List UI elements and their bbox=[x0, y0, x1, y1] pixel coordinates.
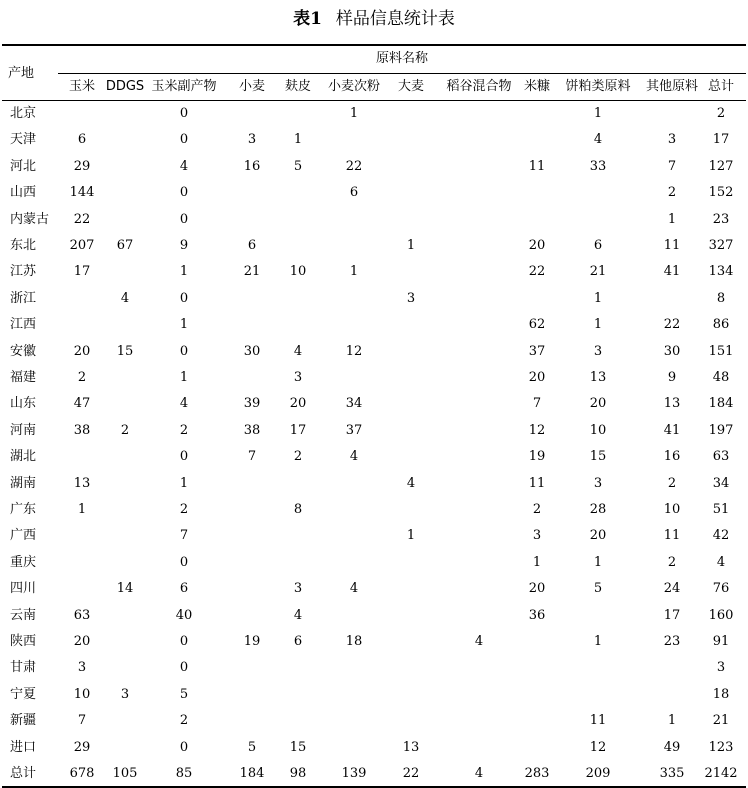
table-cell: 41 bbox=[663, 422, 681, 438]
table-cell: 13 bbox=[73, 475, 91, 491]
table-cell: 0 bbox=[179, 660, 189, 676]
table-cell: 63 bbox=[73, 607, 91, 623]
table-cell: 6 bbox=[77, 132, 87, 148]
table-cell: 13 bbox=[663, 396, 681, 412]
table-cell: 17 bbox=[289, 422, 307, 438]
row-origin: 江西 bbox=[10, 317, 37, 333]
table-cell: 5 bbox=[593, 581, 603, 597]
table-cell: 1 bbox=[349, 106, 359, 121]
column-header: 大麦 bbox=[397, 79, 424, 94]
table-cell: 22 bbox=[402, 766, 420, 781]
table-cell: 2 bbox=[667, 185, 677, 201]
table-cell: 2 bbox=[667, 475, 677, 491]
table-cell: 63 bbox=[712, 449, 730, 465]
table-cell: 3 bbox=[716, 660, 726, 676]
table-cell: 22 bbox=[73, 211, 91, 227]
table-cell: 3 bbox=[293, 370, 303, 385]
row-origin: 江苏 bbox=[10, 264, 37, 280]
table-cell: 14 bbox=[116, 581, 134, 597]
table-cell: 0 bbox=[179, 739, 189, 755]
table-cell: 7 bbox=[667, 158, 677, 174]
table-cell: 17 bbox=[712, 132, 730, 148]
table-cell: 1 bbox=[593, 106, 603, 121]
table-cell: 1 bbox=[179, 475, 189, 491]
column-header: 饼粕类原料 bbox=[565, 79, 631, 94]
table-cell: 1 bbox=[532, 554, 542, 570]
table-cell: 20 bbox=[589, 396, 607, 412]
table-cell: 9 bbox=[179, 238, 189, 253]
table-cell: 11 bbox=[663, 528, 681, 544]
table-cell: 16 bbox=[243, 158, 261, 174]
table-cell: 91 bbox=[712, 634, 730, 649]
table-cell: 1 bbox=[593, 554, 603, 570]
table-cell: 0 bbox=[179, 106, 189, 121]
table-cell: 62 bbox=[528, 317, 546, 333]
table-cell: 40 bbox=[175, 607, 193, 623]
row-origin: 陕西 bbox=[10, 634, 37, 649]
group-rule bbox=[58, 73, 746, 74]
column-header: 玉米 bbox=[68, 79, 95, 94]
column-header: 其他原料 bbox=[645, 79, 698, 94]
table-cell: 5 bbox=[179, 686, 189, 702]
row-origin: 河南 bbox=[10, 422, 37, 438]
row-origin: 山东 bbox=[10, 396, 37, 412]
table-cell: 9 bbox=[667, 370, 677, 385]
table-cell: 0 bbox=[179, 185, 189, 201]
row-origin: 湖南 bbox=[10, 475, 37, 491]
table-cell: 7 bbox=[532, 396, 542, 412]
table-cell: 1 bbox=[593, 317, 603, 333]
table-cell: 22 bbox=[345, 158, 363, 174]
table-cell: 127 bbox=[708, 158, 734, 174]
row-origin: 山西 bbox=[10, 185, 37, 201]
group-header: 原料名称 bbox=[375, 51, 428, 66]
table-cell: 134 bbox=[708, 264, 734, 280]
table-cell: 2 bbox=[532, 502, 542, 517]
table-cell: 10 bbox=[663, 502, 681, 517]
table-cell: 105 bbox=[112, 766, 138, 781]
table-cell: 10 bbox=[589, 422, 607, 438]
table-cell: 98 bbox=[289, 766, 307, 781]
table-cell: 283 bbox=[524, 766, 550, 781]
table-cell: 20 bbox=[528, 370, 546, 385]
table-cell: 22 bbox=[528, 264, 546, 280]
table-caption: 样品信息统计表 bbox=[335, 9, 455, 29]
table-cell: 160 bbox=[708, 607, 734, 623]
table-cell: 2 bbox=[179, 713, 189, 729]
table-cell: 37 bbox=[528, 343, 546, 359]
row-origin: 宁夏 bbox=[10, 686, 37, 702]
table-cell: 23 bbox=[712, 211, 730, 227]
table-cell: 3 bbox=[406, 290, 416, 306]
table-cell: 184 bbox=[708, 396, 734, 412]
table-cell: 1 bbox=[179, 317, 189, 333]
table-cell: 23 bbox=[663, 634, 681, 649]
table-cell: 4 bbox=[179, 396, 189, 412]
column-header: 小麦 bbox=[238, 79, 265, 94]
table-cell: 4 bbox=[406, 475, 416, 491]
column-header: 小麦次粉 bbox=[327, 79, 380, 94]
table-cell: 1 bbox=[293, 132, 303, 148]
table-cell: 30 bbox=[663, 343, 681, 359]
table-cell: 19 bbox=[528, 449, 546, 465]
table-cell: 38 bbox=[73, 422, 91, 438]
table-cell: 11 bbox=[528, 158, 546, 174]
table-cell: 28 bbox=[589, 502, 607, 517]
table-cell: 76 bbox=[712, 581, 730, 597]
top-rule bbox=[2, 44, 746, 46]
column-header: DDGS bbox=[105, 79, 145, 94]
table-cell: 1 bbox=[349, 264, 359, 280]
table-cell: 123 bbox=[708, 739, 734, 755]
table-cell: 11 bbox=[589, 713, 607, 729]
table-cell: 30 bbox=[243, 343, 261, 359]
table-cell: 2 bbox=[293, 449, 303, 465]
row-origin: 安徽 bbox=[10, 343, 37, 359]
table-cell: 8 bbox=[716, 290, 726, 306]
column-header: 总计 bbox=[707, 79, 734, 94]
table-cell: 151 bbox=[708, 343, 734, 359]
table-cell: 7 bbox=[247, 449, 257, 465]
row-origin: 总计 bbox=[10, 766, 37, 781]
table-cell: 20 bbox=[528, 238, 546, 253]
table-cell: 0 bbox=[179, 449, 189, 465]
table-cell: 37 bbox=[345, 422, 363, 438]
table-cell: 13 bbox=[589, 370, 607, 385]
row-origin: 河北 bbox=[10, 158, 37, 174]
row-origin: 四川 bbox=[10, 581, 37, 597]
table-cell: 85 bbox=[175, 766, 193, 781]
table-cell: 2 bbox=[716, 106, 726, 121]
table-cell: 12 bbox=[345, 343, 363, 359]
table-cell: 39 bbox=[243, 396, 261, 412]
table-cell: 6 bbox=[247, 238, 257, 253]
table-cell: 0 bbox=[179, 554, 189, 570]
table-cell: 29 bbox=[73, 158, 91, 174]
table-cell: 21 bbox=[589, 264, 607, 280]
table-cell: 207 bbox=[69, 238, 95, 253]
table-cell: 3 bbox=[293, 581, 303, 597]
table-cell: 4 bbox=[349, 449, 359, 465]
row-origin: 进口 bbox=[10, 739, 37, 755]
table-cell: 10 bbox=[73, 686, 91, 702]
table-cell: 4 bbox=[179, 158, 189, 174]
table-cell: 20 bbox=[528, 581, 546, 597]
table-cell: 18 bbox=[345, 634, 363, 649]
row-origin: 甘肃 bbox=[10, 660, 37, 676]
table-cell: 20 bbox=[289, 396, 307, 412]
table-cell: 2142 bbox=[704, 766, 738, 781]
row-origin: 湖北 bbox=[10, 449, 37, 465]
column-header: 麸皮 bbox=[284, 79, 311, 94]
table-cell: 4 bbox=[474, 634, 484, 649]
table-cell: 38 bbox=[243, 422, 261, 438]
header-rule bbox=[2, 100, 746, 101]
table-cell: 17 bbox=[663, 607, 681, 623]
table-cell: 67 bbox=[116, 238, 134, 253]
table-cell: 1 bbox=[77, 502, 87, 517]
table-cell: 1 bbox=[667, 211, 677, 227]
table-cell: 2 bbox=[179, 422, 189, 438]
table-cell: 42 bbox=[712, 528, 730, 544]
table-cell: 15 bbox=[289, 739, 307, 755]
table-cell: 24 bbox=[663, 581, 681, 597]
table-cell: 22 bbox=[663, 317, 681, 333]
table-cell: 47 bbox=[73, 396, 91, 412]
table-cell: 20 bbox=[589, 528, 607, 544]
table-cell: 33 bbox=[589, 158, 607, 174]
table-cell: 678 bbox=[69, 766, 95, 781]
table-cell: 6 bbox=[349, 185, 359, 201]
table-cell: 4 bbox=[293, 343, 303, 359]
table-cell: 0 bbox=[179, 211, 189, 227]
table-cell: 144 bbox=[69, 185, 95, 201]
table-cell: 11 bbox=[663, 238, 681, 253]
table-cell: 20 bbox=[73, 343, 91, 359]
table-cell: 1 bbox=[406, 528, 416, 544]
row-origin: 福建 bbox=[10, 370, 37, 385]
table-cell: 3 bbox=[77, 660, 87, 676]
table-cell: 1 bbox=[179, 370, 189, 385]
table-cell: 3 bbox=[593, 475, 603, 491]
table-cell: 34 bbox=[712, 475, 730, 491]
table-cell: 4 bbox=[593, 132, 603, 148]
table-cell: 5 bbox=[293, 158, 303, 174]
table-cell: 10 bbox=[289, 264, 307, 280]
table-cell: 184 bbox=[239, 766, 265, 781]
table-cell: 20 bbox=[73, 634, 91, 649]
table-cell: 335 bbox=[659, 766, 685, 781]
table-cell: 197 bbox=[708, 422, 734, 438]
table-cell: 36 bbox=[528, 607, 546, 623]
table-cell: 51 bbox=[712, 502, 730, 517]
table-cell: 13 bbox=[402, 739, 420, 755]
table-cell: 0 bbox=[179, 343, 189, 359]
table-cell: 29 bbox=[73, 739, 91, 755]
table-cell: 3 bbox=[247, 132, 257, 148]
column-header: 稻谷混合物 bbox=[446, 79, 512, 94]
column-header: 米糠 bbox=[523, 79, 550, 94]
table-cell: 2 bbox=[667, 554, 677, 570]
table-cell: 16 bbox=[663, 449, 681, 465]
table-cell: 0 bbox=[179, 634, 189, 649]
table-cell: 4 bbox=[349, 581, 359, 597]
row-origin: 新疆 bbox=[10, 713, 37, 729]
table-cell: 12 bbox=[528, 422, 546, 438]
table-cell: 86 bbox=[712, 317, 730, 333]
table-cell: 6 bbox=[179, 581, 189, 597]
table-cell: 7 bbox=[179, 528, 189, 544]
stub-header: 产地 bbox=[8, 66, 35, 81]
table-cell: 12 bbox=[589, 739, 607, 755]
table-cell: 152 bbox=[708, 185, 734, 201]
row-origin: 广东 bbox=[10, 502, 37, 517]
table-cell: 2 bbox=[77, 370, 87, 385]
table-title bbox=[0, 6, 748, 32]
table-cell: 49 bbox=[663, 739, 681, 755]
row-origin: 浙江 bbox=[10, 290, 37, 306]
table-cell: 139 bbox=[341, 766, 367, 781]
row-origin: 天津 bbox=[10, 132, 37, 148]
table-cell: 11 bbox=[528, 475, 546, 491]
table-cell: 6 bbox=[293, 634, 303, 649]
table-cell: 0 bbox=[179, 290, 189, 306]
table-cell: 1 bbox=[406, 238, 416, 253]
column-header: 玉米副产物 bbox=[151, 79, 217, 94]
table-cell: 1 bbox=[667, 713, 677, 729]
table-cell: 2 bbox=[120, 422, 130, 438]
table-cell: 2 bbox=[179, 502, 189, 517]
table-cell: 6 bbox=[593, 238, 603, 253]
table-cell: 15 bbox=[589, 449, 607, 465]
row-origin: 云南 bbox=[10, 607, 37, 623]
table-cell: 15 bbox=[116, 343, 134, 359]
table-cell: 21 bbox=[243, 264, 261, 280]
table-cell: 4 bbox=[474, 766, 484, 781]
row-origin: 东北 bbox=[10, 238, 37, 253]
table-cell: 17 bbox=[73, 264, 91, 280]
table-cell: 3 bbox=[593, 343, 603, 359]
table-number: 表1 bbox=[293, 9, 322, 29]
table-cell: 327 bbox=[708, 238, 734, 253]
table-cell: 1 bbox=[179, 264, 189, 280]
table-cell: 4 bbox=[716, 554, 726, 570]
table-cell: 34 bbox=[345, 396, 363, 412]
row-origin: 内蒙古 bbox=[10, 211, 50, 227]
table-cell: 0 bbox=[179, 132, 189, 148]
table-cell: 1 bbox=[593, 634, 603, 649]
table-cell: 1 bbox=[593, 290, 603, 306]
table-cell: 21 bbox=[712, 713, 730, 729]
table-cell: 41 bbox=[663, 264, 681, 280]
table-cell: 8 bbox=[293, 502, 303, 517]
table-cell: 18 bbox=[712, 686, 730, 702]
table-cell: 48 bbox=[712, 370, 730, 385]
table-cell: 3 bbox=[667, 132, 677, 148]
row-origin: 北京 bbox=[10, 106, 37, 121]
table-cell: 3 bbox=[532, 528, 542, 544]
table-cell: 3 bbox=[120, 686, 130, 702]
table-cell: 209 bbox=[585, 766, 611, 781]
table-cell: 4 bbox=[120, 290, 130, 306]
table-cell: 19 bbox=[243, 634, 261, 649]
table-cell: 4 bbox=[293, 607, 303, 623]
table-cell: 5 bbox=[247, 739, 257, 755]
row-origin: 重庆 bbox=[10, 554, 37, 570]
table-cell: 7 bbox=[77, 713, 87, 729]
row-origin: 广西 bbox=[10, 528, 37, 544]
